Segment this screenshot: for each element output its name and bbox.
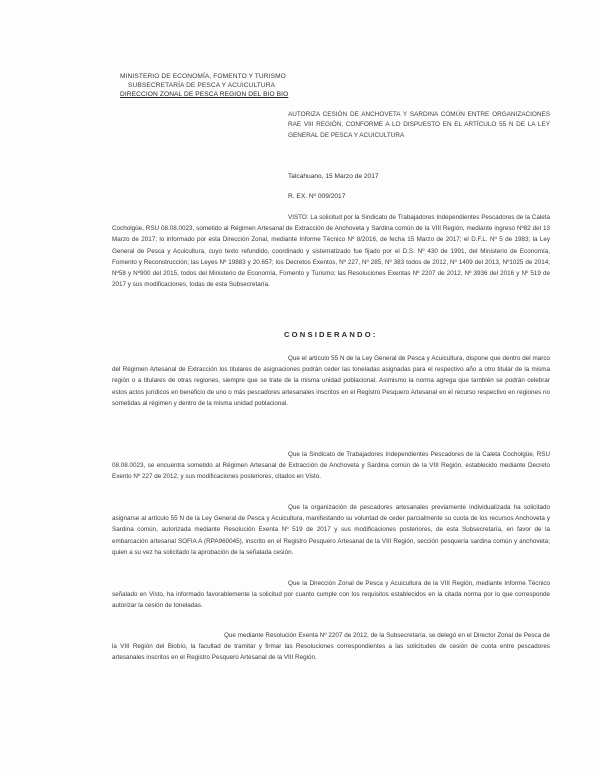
subsecretary-name: SUBSECRETARÍA DE PESCA Y ACUICULTURA — [128, 82, 276, 89]
visto-paragraph — [112, 212, 550, 290]
considerando-paragraph-2 — [112, 449, 550, 483]
letterhead — [120, 72, 380, 99]
considerando-text-2: Que la Sindicato de Trabajadores Independientes Pescadores de la Caleta Cocholgüe, RSU 08.08.0023, se encuentra sometido al Régimen Artesanal de Extracción de Anchoveta y Sardina común de la VIII Región, establecido mediante Decreto Exento Nº 227 de 2012, y sus modificaciones posteriores, citados en Visto. — [112, 451, 550, 481]
resolution-subject: AUTORIZA CESIÓN DE ANCHOVETA Y SARDINA COMÚN ENTRE ORGANIZACIONES RAE VIII REGIÓN, CONFORME A LO DISPUESTO EN EL ARTÍCULO 55 N DE LA LEY GENERAL DE PESCA Y ACUICULTURA — [288, 111, 550, 139]
zonal-direction-name: DIRECCION ZONAL DE PESCA REGION DEL BIO BIO — [120, 91, 289, 98]
considerando-paragraph-5 — [112, 630, 550, 664]
resolution-number: R. EX. Nº 009/2017 — [288, 193, 346, 200]
visto-text: VISTO: La solicitud por la Sindicato de Trabajadores Independientes Pescadores de la Caleta Cocholgüe, RSU 08.08.0023, sometido al Régimen Artesanal de Extracción de Anchoveta y Sardina común de la VIII Región, mediante ingreso Nº82 del 13 Marzo de 2017; lo informado por esta Dirección Zonal, mediante Informe Técnico Nº 8/2016, de fecha 15 Marzo de 2017; el D.F.L. Nº 5 de 1983; la Ley General de Pesca y Acuicultura, cuyo texto refundido, coordinado y sistematizado fue fijado por el D.S. Nº 430 de 1991, del Ministerio de Economía, Fomento y Reconstrucción; las Leyes Nº 19883 y 20.657; los Decretos Exentos, Nº 227, Nº 285, Nº 383 todos de 2012, Nº 1409 del 2013, Nº1025 de 2014; Nº58 y Nº900 del 2015, todos del Ministerio de Economía, Fomento y Turismo; las Resoluciones Exentas Nº 2207 de 2012, Nº 3936 del 2016 y Nº 519 de 2017 y sus modificaciones, todas de esta Subsecretaría. — [112, 214, 550, 289]
ministry-name: MINISTERIO DE ECONOMÍA, FOMENTO Y TURISMO — [120, 73, 286, 80]
considerando-paragraph-3 — [112, 502, 550, 558]
considerando-paragraph-4 — [112, 578, 550, 612]
considerando-text-1: Que el artículo 55 N de la Ley General de Pesca y Acuicultura, dispone que dentro del marco del Régimen Artesanal de Extracción los titulares de asignaciones podrán ceder las toneladas asignadas para el respectivo año a otro titular de la misma región o a titulares de otras regiones, siempre que se trate de la misma unidad poblacional. Asimismo la norma agrega que también se podrán celebrar estos actos jurídicos en beneficio de uno o más pescadores artesanales inscritos en el Registro Pesquero Artesanal en el recurso respectivo en regiones no sometidas al régimen y dentro de la misma unidad poblacional. — [112, 355, 550, 407]
considerando-heading: CONSIDERANDO: — [284, 330, 378, 339]
considerando-paragraph-1 — [112, 353, 550, 409]
resolution-date: Talcahuano, 15 Marzo de 2017 — [288, 173, 379, 180]
considerando-text-3: Que la organización de pescadores artesanales previamente individualizada ha solicitado asignarse al artículo 55 N de la Ley General de Pesca y Acuicultura, manifestando su voluntad de ceder parcialmente su cuota de los recursos Anchoveta y Sardina común, autorizada mediante Resolución Exenta Nº 519 de 2017 y sus modificaciones posteriores, de esta Subsecretaría, en favor de la embarcación artesanal SOFIA A (RPA960045), inscrito en el Registro Pesquero Artesanal de la VIII Región, sección pesquería sardina común y anchoveta; quien a su vez ha solicitado la aprobación de la señalada cesión. — [112, 504, 550, 556]
considerando-text-5: Que mediante Resolución Exenta Nº 2207 de 2012, de la Subsecretaría, se delegó en el Director Zonal de Pesca de la VIII Región del Biobío, la facultad de tramitar y firmar las Resoluciones correspondientes a las solicitudes de cesión de cuota entre pescadores artesanales inscritos en el Registro Pesquero Artesanal de la VIII Región. — [112, 632, 550, 662]
considerando-text-4: Que la Dirección Zonal de Pesca y Acuicultura de la VIII Región, mediante Informe Técnico señalado en Visto, ha informado favorablemente la solicitud por cuanto cumple con los requisitos establecidos en la citada norma por lo que corresponde autorizar la cesión de toneladas. — [112, 580, 550, 610]
